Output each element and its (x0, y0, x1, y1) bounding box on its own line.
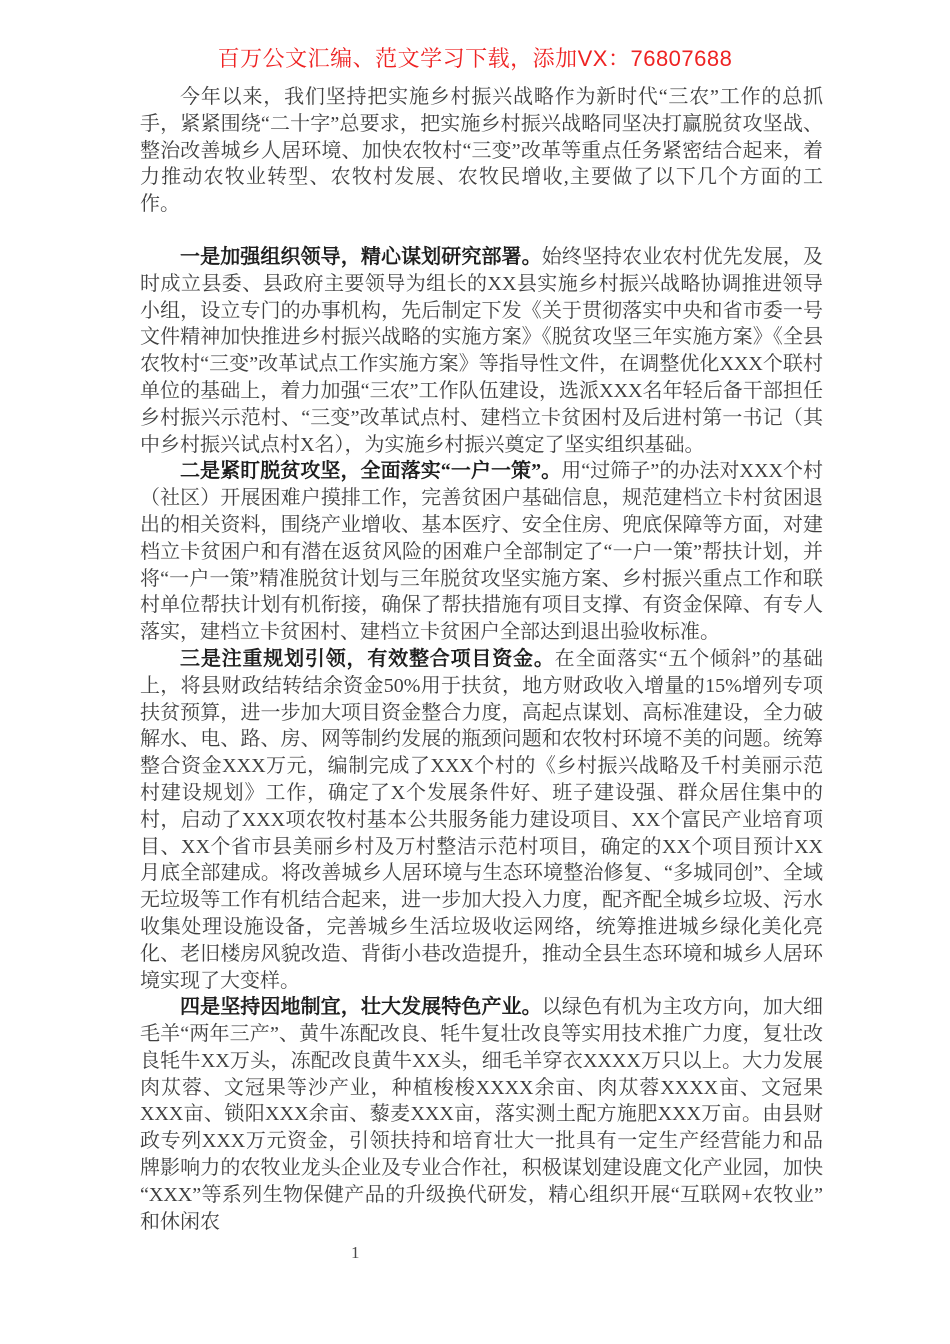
paragraph-lead: 三是注重规划引领，有效整合项目资金。 (180, 647, 555, 670)
page-number: 1 (351, 1243, 360, 1262)
paragraph-lead: 二是紧盯脱贫攻坚，全面落实“一户一策”。 (180, 460, 562, 483)
paragraph-text: 在全面落实“五个倾斜”的基础上，将县财政结转结余资金50%用于扶贫，地方财政收入增量的15%增列专项扶贫预算，进一步加大项目资金整合力度，高起点谋划、高标准建设，全力破解水、电、路、房、网等制约发展的瓶颈问题和农牧村环境不美的问题。统筹整合资金XXX万元，编制完成了XXX个村的《乡村振兴战略及千村美丽示范村建设规划》工作，确定了X个发展条件好、班子建设强、群众居住集中的村，启动了XXX项农牧村基本公共服务能力建设项目、XX个富民产业培育项目、XX个省市县美丽乡村及万村整洁示范村项目，确定的XX个项目预计XX月底全部建成。将改善城乡人居环境与生态环境整治修复、“多城同创”、全域无垃圾等工作有机结合起来，进一步加大投入力度，配齐配全城乡垃圾、污水收集处理设施设备，完善城乡生活垃圾收运网络，统筹推进城乡绿化美化亮化、老旧楼房风貌改造、背街小巷改造提升，推动全县生态环境和城乡人居环境实现了大变样。 (140, 647, 823, 992)
document-body (140, 84, 823, 1235)
paragraph-section-3 (140, 646, 823, 994)
paragraph-section-1 (140, 244, 823, 458)
paragraph-section-4 (140, 994, 823, 1235)
paragraph-text: 以绿色有机为主攻方向，加大细毛羊“两年三产”、黄牛冻配改良、牦牛复壮改良等实用技术推广力度，复壮改良牦牛XX万头，冻配改良黄牛XX头，细毛羊穿衣XXXX万只以上。大力发展肉苁蓉、文冠果等沙产业，种植梭梭XXXX余亩、肉苁蓉XXXX亩、文冠果XXX亩、锁阳XXX余亩、藜麦XXX亩，落实测土配方施肥XXX万亩。由县财政专列XXX万元资金，引领扶持和培育壮大一批具有一定生产经营能力和品牌影响力的农牧业龙头企业及专业合作社，积极谋划建设鹿文化产业园，加快“XXX”等系列生物保健产品的升级换代研发，精心组织开展“互联网+农牧业”和休闲农 (140, 996, 824, 1233)
paragraph-lead: 一是加强组织领导，精心谋划研究部署。 (180, 245, 542, 268)
watermark-notice: 百万公文汇编、范文学习下载，添加VX：76807688 (217, 46, 733, 71)
paragraph-text: 今年以来，我们坚持把实施乡村振兴战略作为新时代“三农”工作的总抓手，紧紧围绕“二十字”总要求，把实施乡村振兴战略同坚决打赢脱贫攻坚战、整治改善城乡人居环境、加快农牧村“三变”改革等重点任务紧密结合起来，着力推动农牧业转型、农牧村发展、农牧民增收,主要做了以下几个方面的工作。 (140, 86, 823, 216)
paragraph-intro (140, 84, 823, 218)
paragraph-text: 用“过筛子”的办法对XXX个村（社区）开展困难户摸排工作，完善贫困户基础信息，规范建档立卡村贫困退出的相关资料，围绕产业增收、基本医疗、安全住房、兜底保障等方面，对建档立卡贫困户和有潜在返贫风险的困难户全部制定了“一户一策”帮扶计划，并将“一户一策”精准脱贫计划与三年脱贫攻坚实施方案、乡村振兴重点工作和联村单位帮扶计划有机衔接，确保了帮扶措施有项目支撑、有资金保障、有专人落实，建档立卡贫困村、建档立卡贫困户全部达到退出验收标准。 (140, 460, 824, 644)
paragraph-lead: 四是坚持因地制宜，壮大发展特色产业。 (180, 996, 542, 1019)
paragraph-text: 始终坚持农业农村优先发展，及时成立县委、县政府主要领导为组长的XX县实施乡村振兴战略协调推进领导小组，设立专门的办事机构，先后制定下发《关于贯彻落实中央和省市委一号文件精神加快推进乡村振兴战略的实施方案》《脱贫攻坚三年实施方案》《全县农牧村“三变”改革试点工作实施方案》等指导性文件，在调整优化XXX个联村单位的基础上，着力加强“三农”工作队伍建设，选派XXX名年轻后备干部担任乡村振兴示范村、“三变”改革试点村、建档立卡贫困村及后进村第一书记（其中乡村振兴试点村X名），为实施乡村振兴奠定了坚实组织基础。 (140, 245, 824, 456)
paragraph-section-2 (140, 458, 823, 646)
